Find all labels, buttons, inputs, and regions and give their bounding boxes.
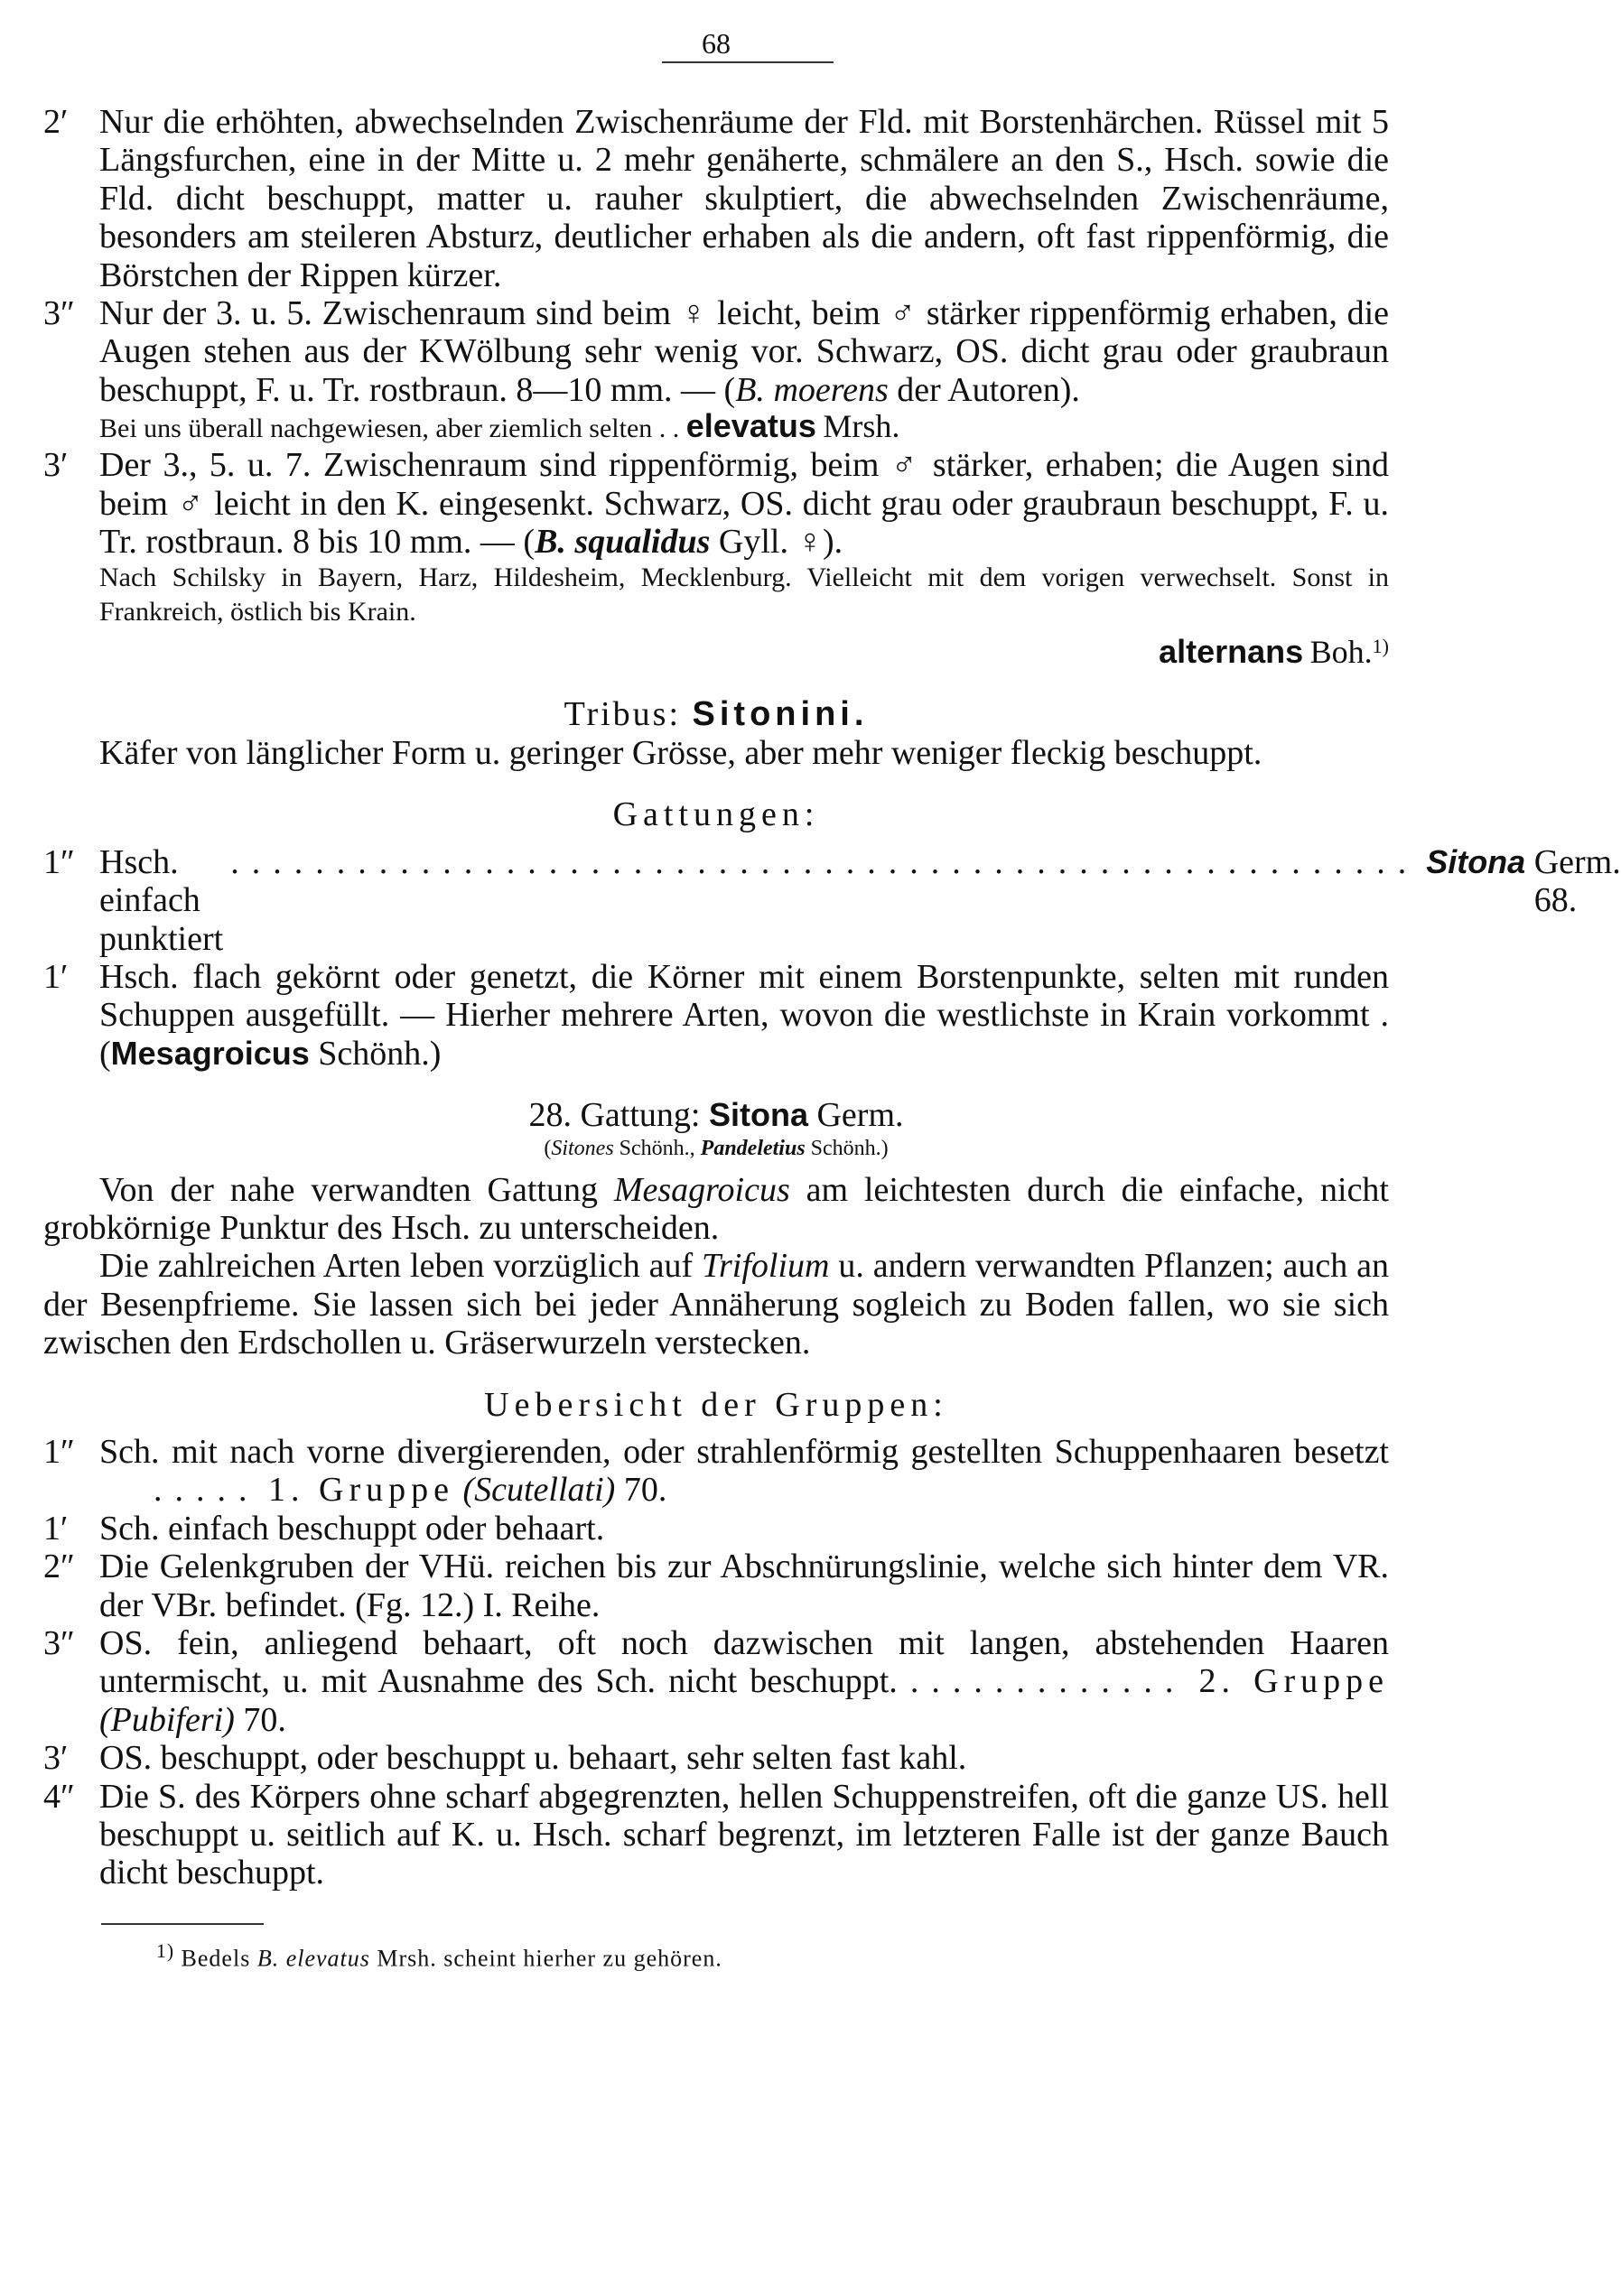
group-key-entry-1a xyxy=(43,1433,1389,1510)
footnote xyxy=(43,1938,1389,1973)
synonym-tail: der Autoren). xyxy=(888,370,1080,409)
tribus-description: Käfer von länglicher Form u. geringer Grösse, aber mehr weniger fleckig beschuppt. xyxy=(99,733,1262,772)
key-text xyxy=(99,1624,1389,1739)
key-text xyxy=(99,958,1389,1073)
footnote-ref: 1) xyxy=(1372,635,1389,658)
key-text xyxy=(99,1433,1389,1510)
group-key-entry-2a xyxy=(43,1548,1389,1624)
key-number: 3′ xyxy=(43,446,69,485)
gruppen-heading: Uebersicht der Gruppen: xyxy=(484,1385,948,1424)
group-name: (Pubiferi) xyxy=(99,1700,235,1739)
group-name: (Scutellati) xyxy=(462,1471,616,1510)
group-page: 70. xyxy=(234,1700,286,1739)
synonym-a: Sitones xyxy=(551,1136,614,1160)
key-number: 3″ xyxy=(43,294,75,333)
group-ref: 1. Gruppe xyxy=(268,1471,454,1510)
key-number: 3′ xyxy=(43,1739,69,1778)
genus-key-entry-1b xyxy=(43,958,1389,1073)
genus-author: Schönh.) xyxy=(309,1034,442,1073)
synonym-b: Pandeletius xyxy=(700,1136,806,1160)
header-rule xyxy=(662,61,834,63)
species-name: elevatus xyxy=(685,407,816,445)
tribus-name: Sitonini. xyxy=(692,695,869,734)
key-text: OS. beschuppt, oder beschuppt u. behaart, sehr selten fast kahl. xyxy=(99,1739,967,1778)
synonym-species: moerens xyxy=(773,370,889,409)
key-text: Die S. des Körpers ohne scharf abgegrenzten, hellen Schuppenstreifen, oft die ganze US. hell beschuppt u. seitlich auf K. u. Hsch. scharf begrenzt, im letzteren Falle ist der ganze Bauch dicht beschuppt. xyxy=(99,1777,1389,1892)
genus-name-italic: Mesagroicus xyxy=(613,1170,790,1209)
footnote-text: Mrsh. scheint hierher zu gehören. xyxy=(369,1945,722,1972)
distribution-note-alternans: Nach Schilsky in Bayern, Harz, Hildesheim, Mecklenburg. Vielleicht mit dem vorigen verwechselt. Sonst in Frankreich, östlich bis Krain. xyxy=(99,562,1389,627)
key-entry-3a xyxy=(43,294,1389,409)
key-text-body: Nur der 3. u. 5. Zwischenraum sind beim ♀ leicht, beim ♂ stärker rippenförmig erhaben, die Augen stehen aus der KWölbung sehr wenig vor. Schwarz, OS. dicht grau oder graubraun beschuppt, F. u. Tr. rostbraun. 8—10 mm. — ( xyxy=(99,294,1389,409)
key-text-body: Hsch. flach gekörnt oder genetzt, die Körner mit einem Borstenpunkte, selten mit runden Schuppen ausgefüllt. — Hierher mehrere Arten, wovon die westlichste in Krain vorkommt . ( xyxy=(99,957,1389,1073)
footnote-mark: 1) xyxy=(156,1939,175,1962)
key-text-body: Der 3., 5. u. 7. Zwischenraum sind rippenförmig, beim ♂ stärker, erhaben; die Augen sind beim ♂ leicht in den K. eingesenkt. Schwarz, OS. dicht grau oder graubraun beschuppt, F. u. Tr. rostbraun. 8 bis 10 mm. — ( xyxy=(99,446,1389,562)
key-text-body: Sch. mit nach vorne divergierenden, oder strahlenförmig gestellten Schuppenhaaren besetzt xyxy=(99,1432,1389,1471)
synonym-genus: B. xyxy=(735,370,765,409)
key-number: 1″ xyxy=(43,842,75,881)
dot-leader: ........................................................ xyxy=(230,842,1420,881)
synonym-b-author: Schönh.) xyxy=(805,1136,889,1160)
tribus-heading xyxy=(43,695,1389,733)
key-text-body: Hsch. einfach punktiert xyxy=(99,842,224,958)
synonym-a-author: Schönh., xyxy=(613,1136,701,1160)
genus-author: Germ. xyxy=(816,1096,904,1135)
footnote-rule xyxy=(101,1923,264,1925)
key-entry-3b xyxy=(43,446,1389,561)
synonym-tail: Gyll. ♀). xyxy=(710,523,843,562)
key-text xyxy=(99,446,1389,561)
group-ref: 2. Gruppe xyxy=(1198,1662,1390,1701)
key-number: 4″ xyxy=(43,1777,75,1816)
species-author: Boh. xyxy=(1309,634,1373,671)
group-key-entry-3b xyxy=(43,1739,1389,1777)
gattungen-heading: Gattungen: xyxy=(612,795,820,834)
genus-paragraph-1 xyxy=(43,1171,1389,1248)
paragraph-text: Die zahlreichen Arten leben vorzüglich auf xyxy=(99,1247,702,1286)
species-line-elevatus xyxy=(43,409,1389,446)
key-text xyxy=(99,294,1389,409)
page-number: 68 xyxy=(702,27,731,60)
paragraph-text: u. andern verwandten Pflanzen; auch an der Besenpfrieme. Sie lassen sich bei jeder Annäherung sogleich zu Boden fallen, wo sie sich zwischen den Erdschollen u. Gräserwurzeln verstecken. xyxy=(43,1247,1389,1362)
footnote-species: B. elevatus xyxy=(256,1945,370,1972)
genus-paragraph-2 xyxy=(43,1247,1389,1362)
species-name: alternans xyxy=(1159,633,1304,671)
group-key-entry-4a xyxy=(43,1778,1389,1892)
genus-key-entry-1a xyxy=(43,842,1621,958)
genus-author: Germ. 68. xyxy=(1533,842,1621,920)
key-text xyxy=(99,843,1621,958)
key-text: Nur die erhöhten, abwechselnden Zwischenräume der Fld. mit Borstenhärchen. Rüssel mit 5 Längsfurchen, eine in der Mitte u. 2 mehr genäherte, schmälere an den S., Hsch. sowie die Fld. dicht beschuppt, matter u. rauher skulptiert, die abwechselnden Zwischenräume, besonders am steileren Absturz, deutlicher erhaben als die andern, oft fast rippenförmig, die Börstchen der Rippen kürzer. xyxy=(99,103,1389,294)
genus-synonyms: (Sitones Schönh., Pandeletius Schönh.) xyxy=(544,1136,889,1160)
dot-leader: ..... xyxy=(154,1471,260,1510)
key-number: 1′ xyxy=(43,1509,69,1548)
dot-leader: ............. xyxy=(909,1662,1187,1701)
key-number: 2′ xyxy=(43,103,69,141)
key-entry-2b xyxy=(43,103,1389,294)
key-text: Sch. einfach beschuppt oder behaart. xyxy=(99,1509,605,1548)
genus-name: Sitona xyxy=(708,1096,808,1134)
distribution-note: Bei uns überall nachgewiesen, aber ziemlich selten . . xyxy=(99,414,680,444)
group-key-entry-1b xyxy=(43,1510,1389,1548)
genus-name: Sitona xyxy=(1426,842,1526,880)
species-line-alternans xyxy=(43,629,1389,672)
synonym-name: B. squalidus xyxy=(535,523,711,562)
key-text: Die Gelenkgruben der VHü. reichen bis zur Abschnürungslinie, welche sich hinter dem VR. der VBr. befindet. (Fg. 12.) I. Reihe. xyxy=(99,1548,1389,1624)
group-key-entry-3a xyxy=(43,1624,1389,1739)
gattung-28-heading xyxy=(43,1096,1389,1134)
plant-name-italic: Trifolium xyxy=(701,1247,830,1286)
group-page: 70. xyxy=(615,1471,667,1510)
paragraph-text: am leichtesten durch die einfache, nicht grobkörnige Punktur des Hsch. zu unterscheiden. xyxy=(43,1170,1389,1247)
paragraph-text: Von der nahe verwandten Gattung xyxy=(99,1170,614,1209)
document-page xyxy=(43,27,1621,1973)
key-number: 2″ xyxy=(43,1548,75,1586)
key-text-body: OS. fein, anliegend behaart, oft noch dazwischen mit langen, abstehenden Haaren untermischt, u. mit Ausnahme des Sch. nicht beschuppt. xyxy=(99,1624,1389,1701)
gattung-label: 28. Gattung: xyxy=(528,1096,701,1135)
footnote-text: Bedels xyxy=(174,1945,257,1972)
key-number: 1″ xyxy=(43,1432,75,1471)
key-number: 1′ xyxy=(43,957,69,996)
species-author: Mrsh. xyxy=(823,408,900,445)
tribus-label: Tribus: xyxy=(564,695,682,734)
genus-name: Mesagroicus xyxy=(110,1034,310,1072)
key-number: 3″ xyxy=(43,1624,75,1662)
